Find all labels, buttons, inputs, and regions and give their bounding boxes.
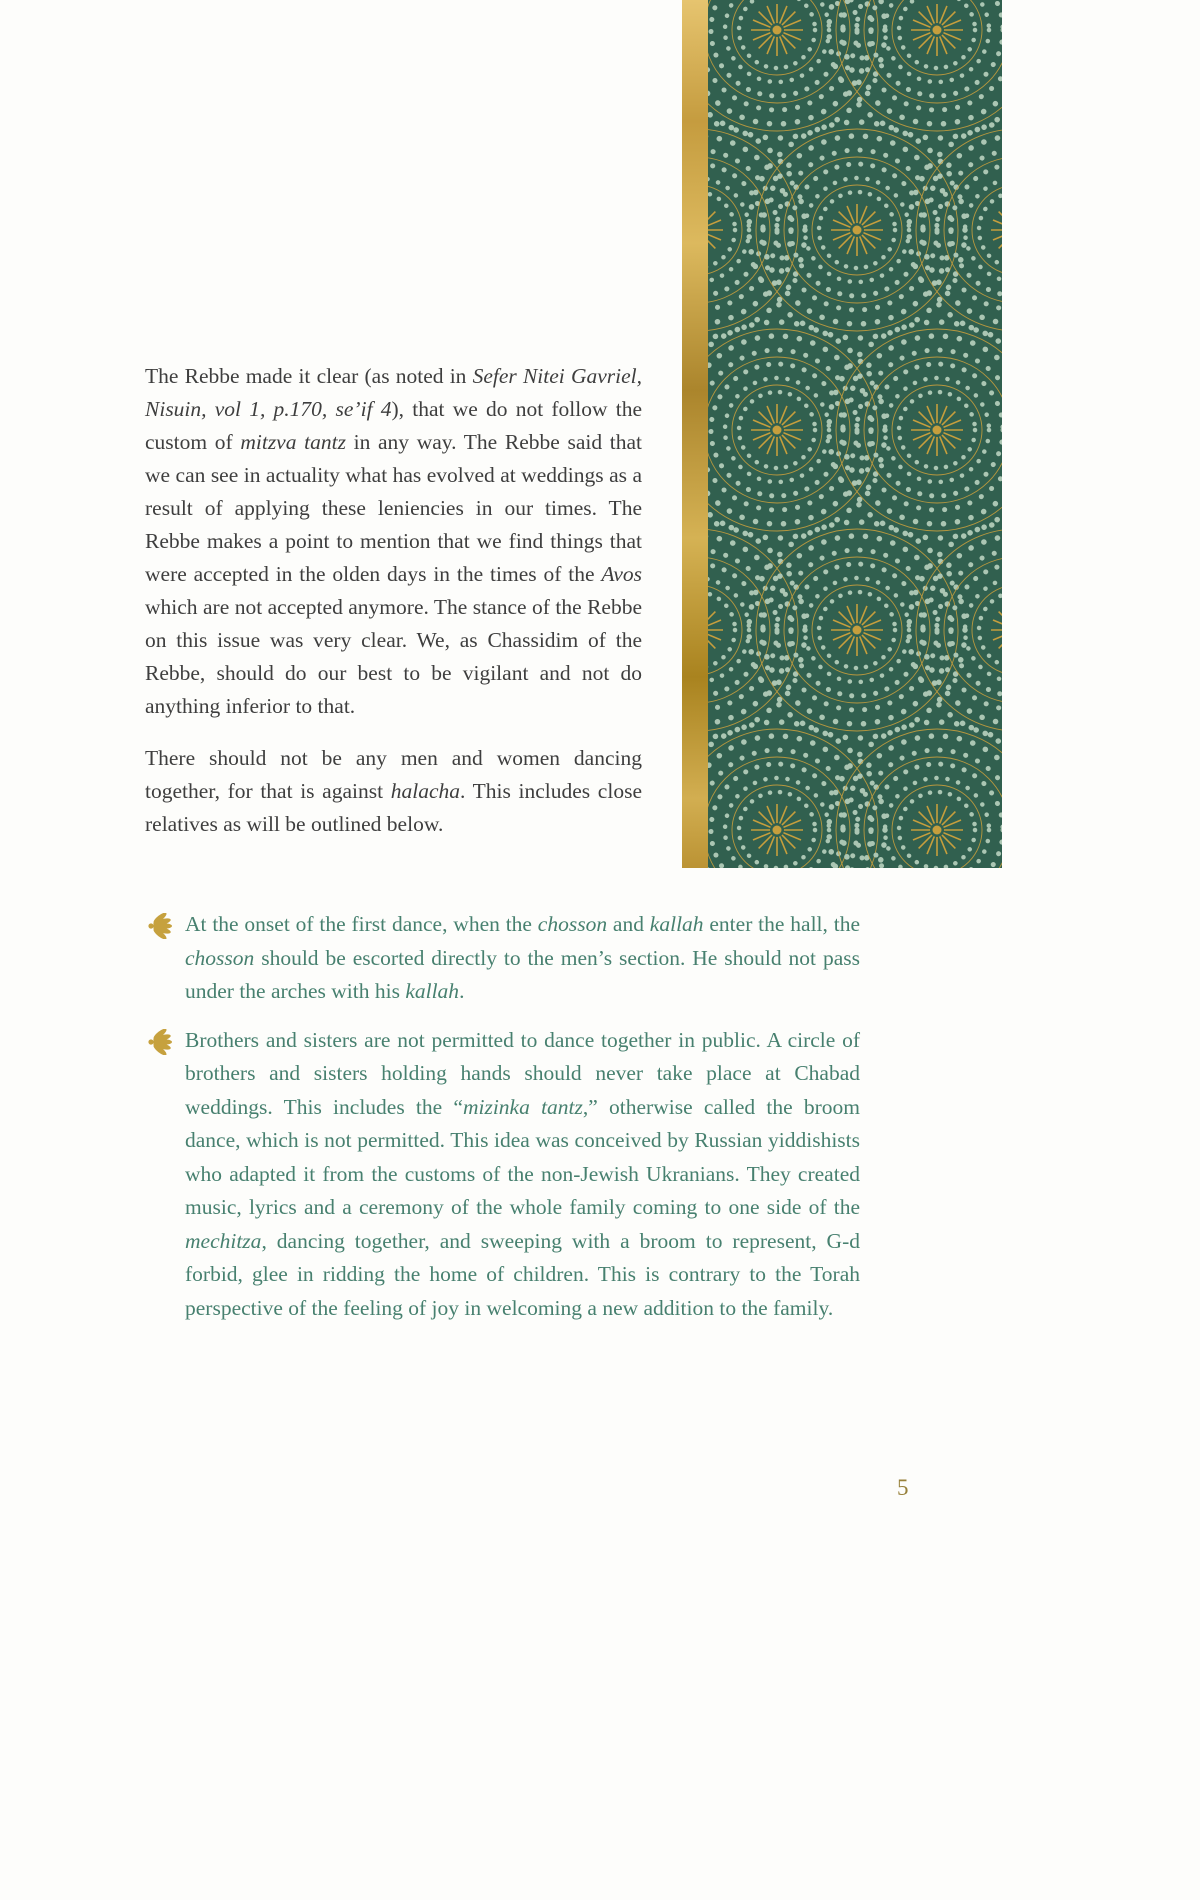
palmette-bullet-icon (146, 1029, 172, 1055)
page-number: 5 (897, 1475, 909, 1500)
list-item-text: Brothers and sisters are not permitted to dance together in public. A circle of brothers and sisters holding hands should never take place at Chabad weddings. This includes the “mizinka tantz,” otherwise called the broom dance, which is not permitted. This idea was conceived by Russian yiddishists who adapted it from the customs of the non-Jewish Ukranians. They created music, lyrics and a ceremony of the whole family coming to one side of the mechitza, dancing together, and sweeping with a broom to represent, G-d forbid, glee in ridding the home of children. This is contrary to the Torah perspective of the feeling of joy in welcoming a new addition to the family. (185, 1027, 860, 1320)
main-text-column (145, 360, 642, 860)
list-item-text: At the onset of the first dance, when the chosson and kallah enter the hall, the chosson should be escorted directly to the men’s section. He should not pass under the arches with his kallah. (185, 912, 860, 1003)
gold-foil-strip (682, 0, 708, 868)
decorative-side-panel (682, 0, 1002, 868)
art-deco-fan-pattern (708, 0, 1002, 868)
body-paragraph: There should not be any men and women dancing together, for that is against halacha. This includes close relatives as will be outlined below. (145, 746, 642, 836)
list-item (146, 1024, 860, 1326)
palmette-bullet-icon (146, 913, 172, 939)
body-paragraph: The Rebbe made it clear (as noted in Sefer Nitei Gavriel, Nisuin, vol 1, p.170, se’if 4), that we do not follow the custom of mitzva tantz in any way. The Rebbe said that we can see in actuality what has evolved at weddings as a result of applying these leniencies in our times. The Rebbe makes a point to mention that we find things that were accepted in the olden days in the times of the Avos which are not accepted anymore. The stance of the Rebbe on this issue was very clear. We, as Chassidim of the Rebbe, should do our best to be vigilant and not do anything inferior to that. (145, 364, 643, 718)
art-deco-pattern-area (708, 0, 1002, 868)
list-item (146, 908, 860, 1009)
guidelines-list (146, 908, 860, 1340)
